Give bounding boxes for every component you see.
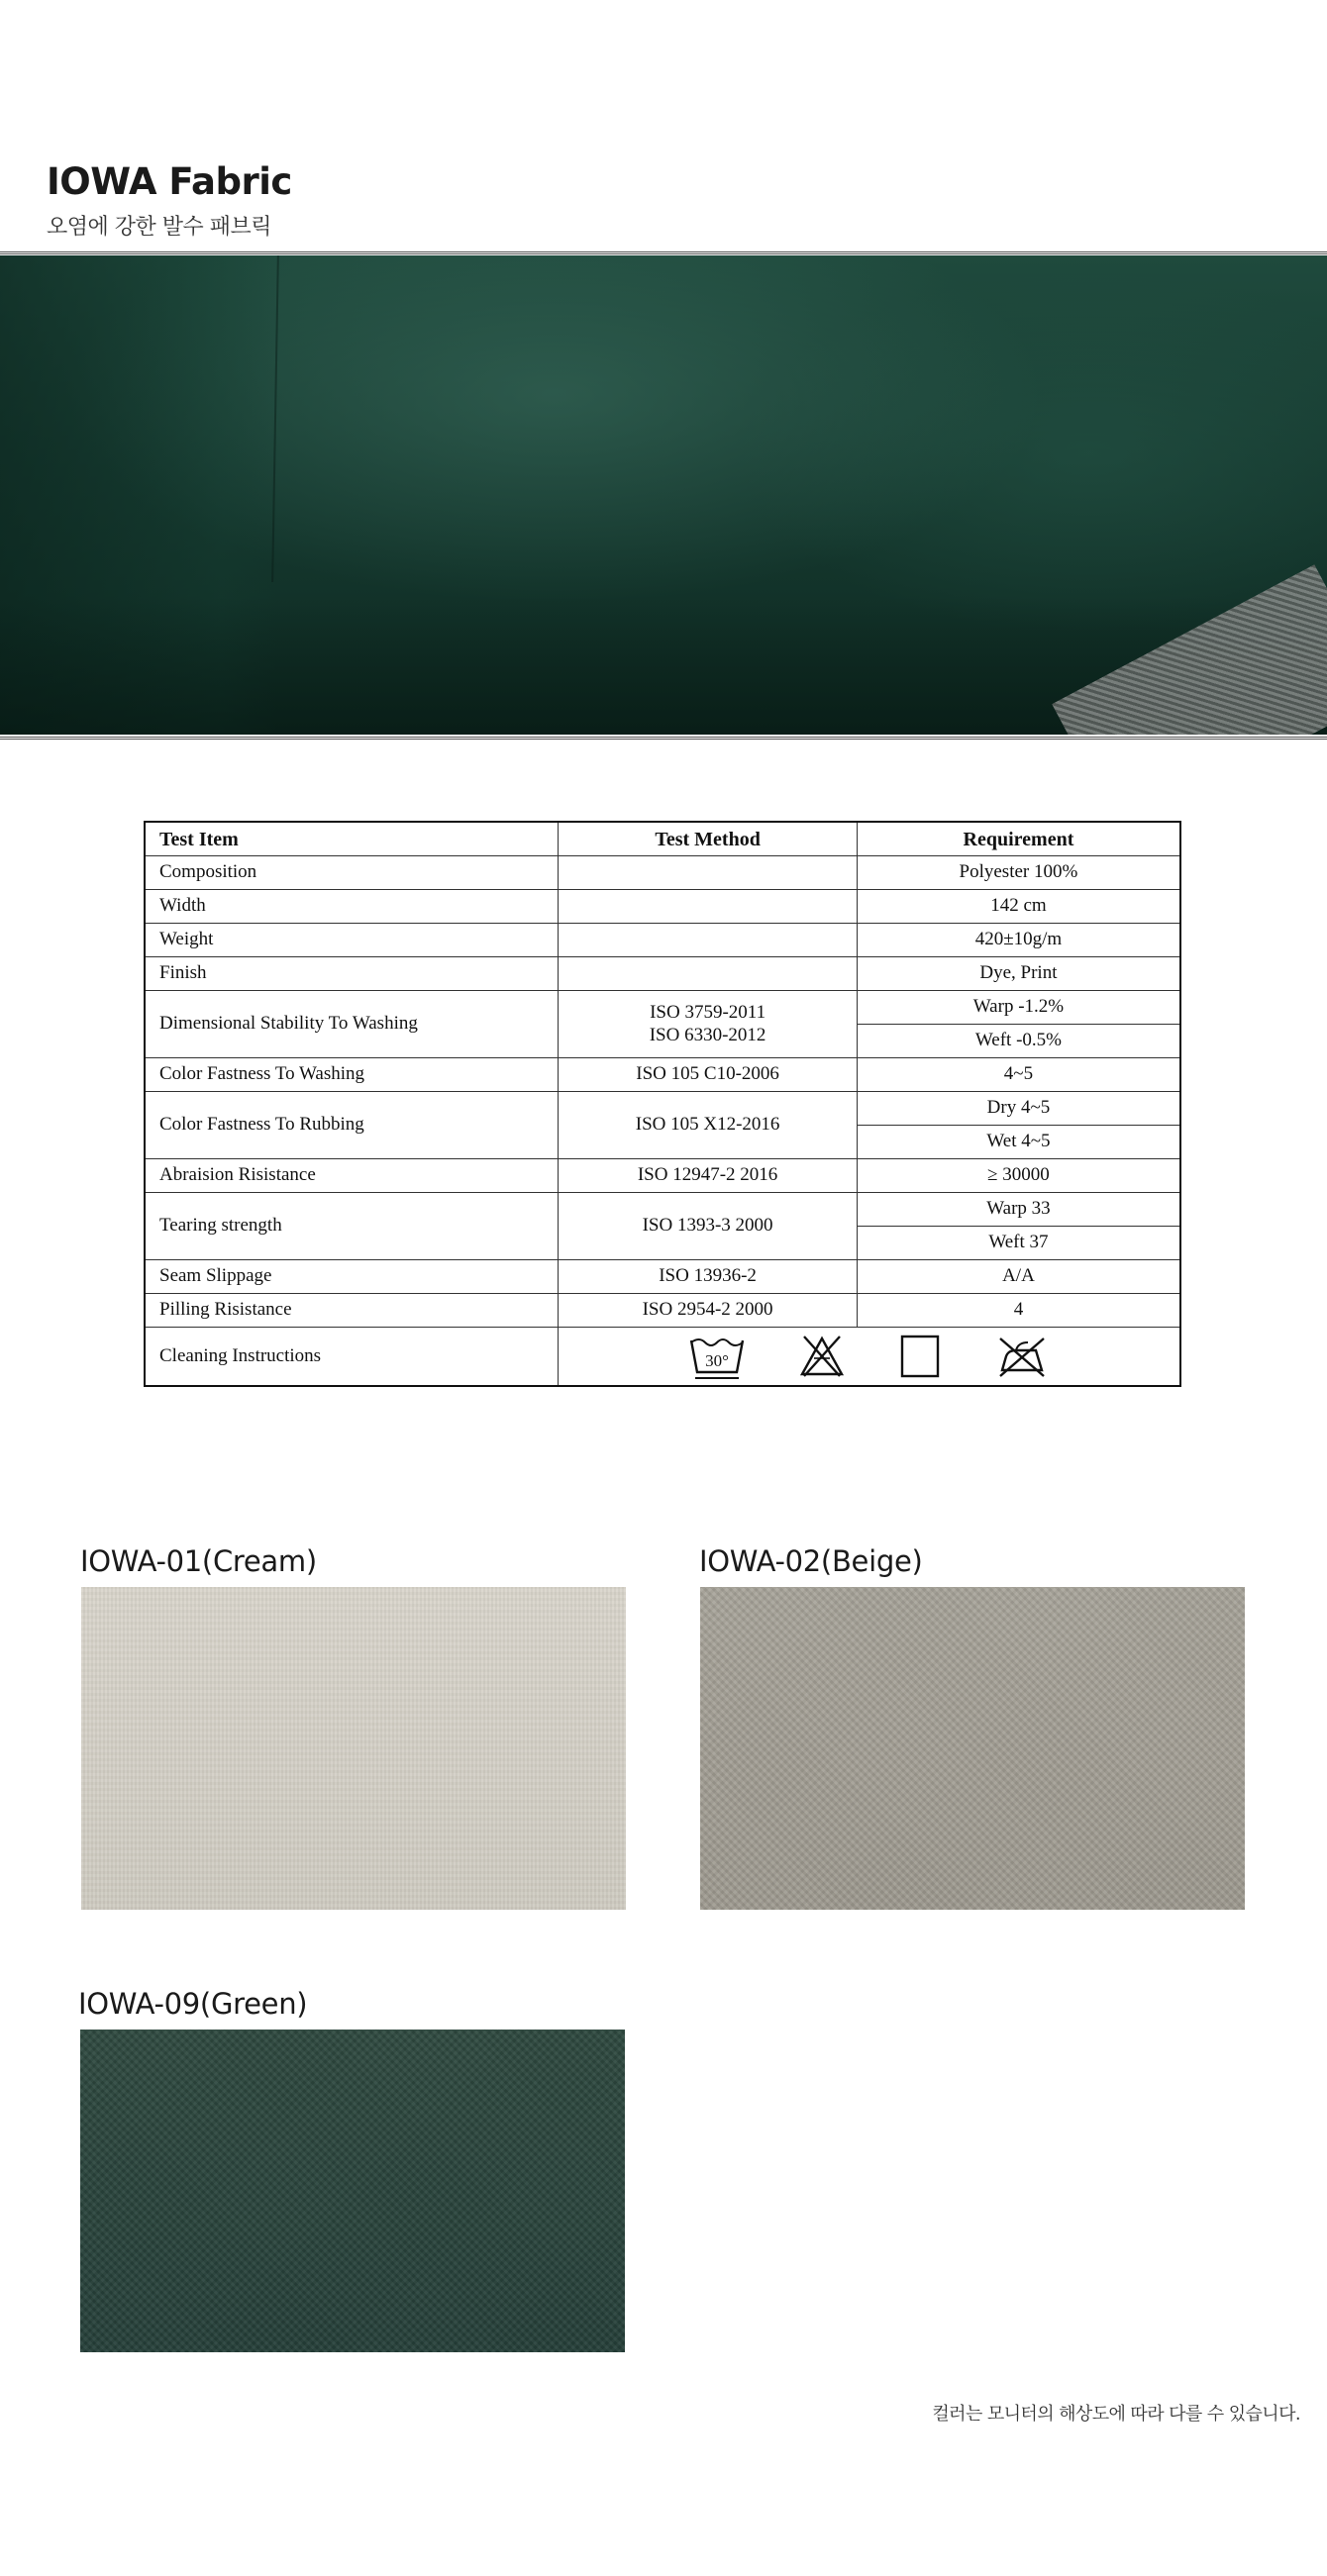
row-method (559, 991, 858, 1058)
row-item: Dimensional Stability To Washing (145, 991, 559, 1058)
row-item: Composition (145, 856, 559, 890)
table-row (145, 890, 1180, 924)
row-method (559, 924, 858, 957)
row-method: ISO 105 C10-2006 (559, 1058, 858, 1092)
row-requirement: Dye, Print (857, 957, 1180, 991)
header-requirement: Requirement (857, 822, 1180, 856)
row-method (559, 856, 858, 890)
row-item: Color Fastness To Washing (145, 1058, 559, 1092)
table-row (145, 1159, 1180, 1193)
table-row (145, 1294, 1180, 1328)
table-row (145, 856, 1180, 890)
row-item: Cleaning Instructions (145, 1328, 559, 1387)
swatch-label-cream: IOWA-01(Cream) (80, 1544, 317, 1578)
row-requirement: 142 cm (857, 890, 1180, 924)
row-method: ISO 2954-2 2000 (559, 1294, 858, 1328)
wash-30-icon (687, 1333, 747, 1380)
row-item: Seam Slippage (145, 1260, 559, 1294)
row-item: Width (145, 890, 559, 924)
table-row (145, 1058, 1180, 1092)
table-row (145, 957, 1180, 991)
row-requirement: Wet 4~5 (857, 1126, 1180, 1159)
table-row (145, 1193, 1180, 1227)
table-row (145, 924, 1180, 957)
table-header-row (145, 822, 1180, 856)
care-icons-cell (559, 1328, 1180, 1387)
row-requirement: 420±10g/m (857, 924, 1180, 957)
row-requirement: 4 (857, 1294, 1180, 1328)
swatch-beige (700, 1587, 1245, 1910)
row-requirement: A/A (857, 1260, 1180, 1294)
page-title: IOWA Fabric (47, 160, 292, 203)
row-item: Abraision Risistance (145, 1159, 559, 1193)
header-test-method: Test Method (559, 822, 858, 856)
row-method-line: ISO 3759-2011 (650, 1001, 766, 1023)
wash-temp-text: 30° (704, 1351, 729, 1370)
divider (0, 739, 1327, 740)
divider (0, 253, 1327, 254)
care-icons (572, 1333, 1166, 1380)
table-row (145, 1092, 1180, 1126)
swatch-cream (81, 1587, 626, 1910)
row-requirement: Warp -1.2% (857, 991, 1180, 1025)
row-method: ISO 12947-2 2016 (559, 1159, 858, 1193)
row-method-line: ISO 6330-2012 (649, 1024, 766, 1045)
row-method: ISO 13936-2 (559, 1260, 858, 1294)
spec-table (144, 821, 1181, 1387)
divider (0, 251, 1327, 252)
row-requirement: ≥ 30000 (857, 1159, 1180, 1193)
table-row (145, 991, 1180, 1025)
row-item: Tearing strength (145, 1193, 559, 1260)
row-item: Finish (145, 957, 559, 991)
no-bleach-icon (796, 1333, 848, 1380)
row-method (559, 890, 858, 924)
header-test-item: Test Item (145, 822, 559, 856)
row-requirement: 4~5 (857, 1058, 1180, 1092)
table-row (145, 1260, 1180, 1294)
row-item: Pilling Risistance (145, 1294, 559, 1328)
swatch-label-beige: IOWA-02(Beige) (699, 1544, 923, 1578)
divider (0, 737, 1327, 738)
tumble-dry-icon (898, 1333, 942, 1380)
row-requirement: Warp 33 (857, 1193, 1180, 1227)
row-method (559, 957, 858, 991)
page-subtitle: 오염에 강한 발수 패브릭 (47, 215, 272, 240)
table-row (145, 1328, 1180, 1387)
swatch-label-green: IOWA-09(Green) (78, 1987, 308, 2021)
row-requirement: Weft 37 (857, 1227, 1180, 1260)
row-requirement: Dry 4~5 (857, 1092, 1180, 1126)
row-requirement: Polyester 100% (857, 856, 1180, 890)
row-method: ISO 1393-3 2000 (559, 1193, 858, 1260)
hero-fabric-image (0, 255, 1327, 735)
row-item: Weight (145, 924, 559, 957)
row-item: Color Fastness To Rubbing (145, 1092, 559, 1159)
no-dry-clean-icon (992, 1333, 1052, 1380)
color-disclaimer: 컬러는 모니터의 해상도에 따라 다를 수 있습니다. (932, 2404, 1300, 2425)
swatch-green (80, 2030, 625, 2352)
row-requirement: Weft -0.5% (857, 1025, 1180, 1058)
row-method: ISO 105 X12-2016 (559, 1092, 858, 1159)
